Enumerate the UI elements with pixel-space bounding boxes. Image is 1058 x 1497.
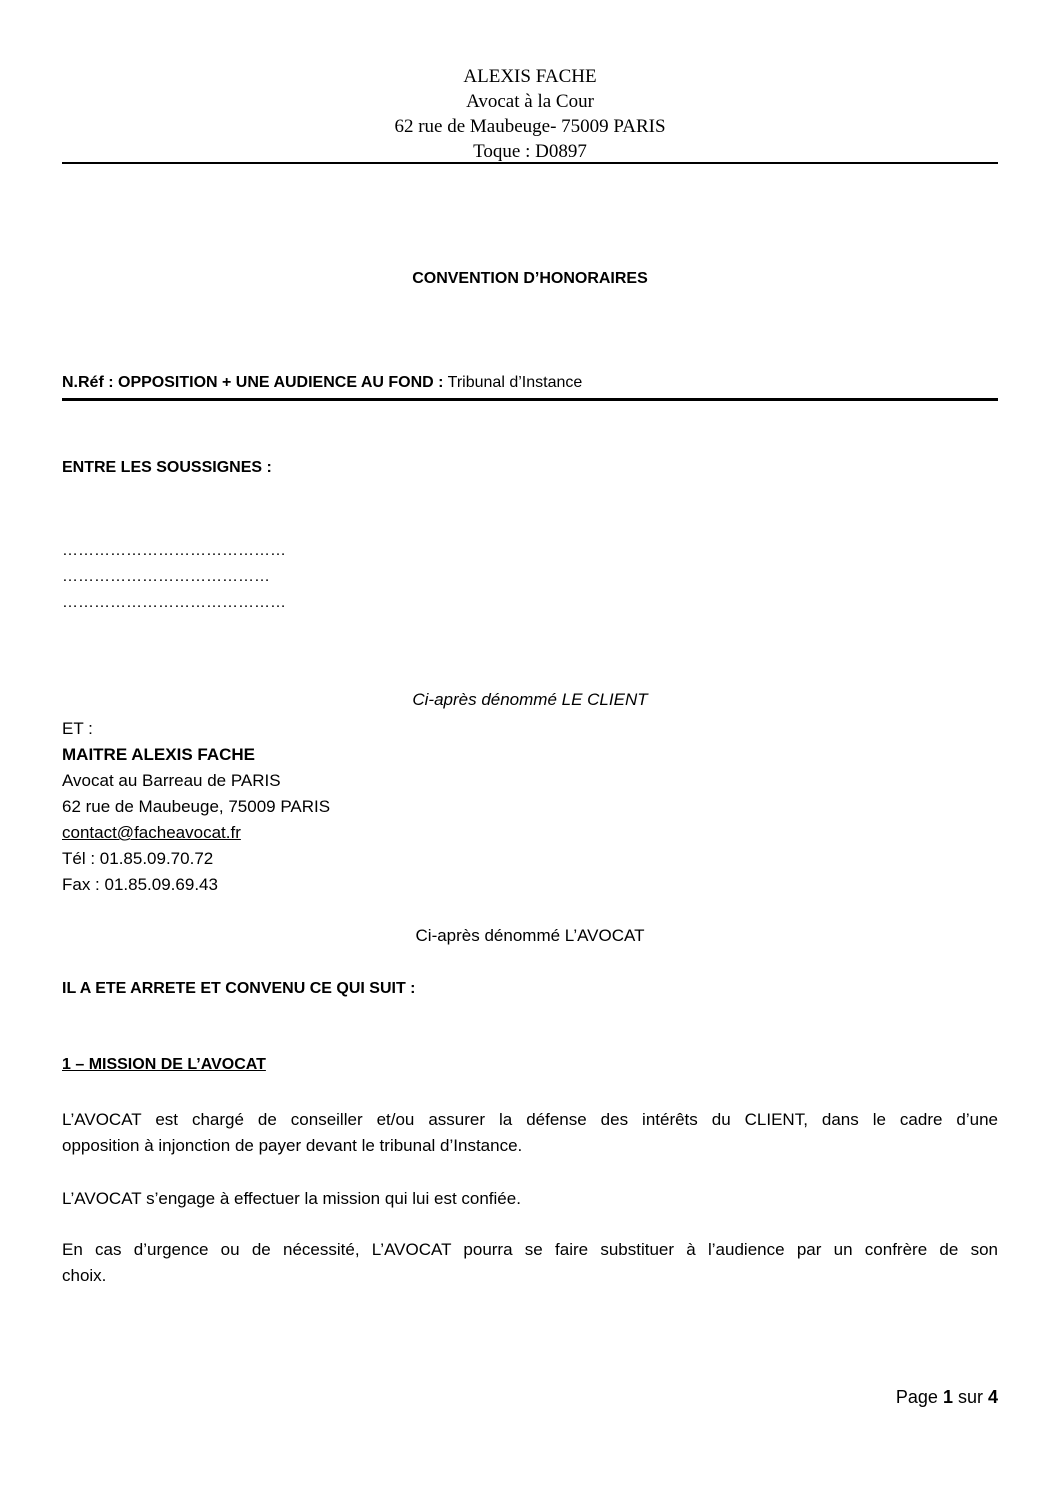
- client-placeholder: [62, 538, 286, 616]
- client-designation: Ci-après dénommé LE CLIENT: [412, 690, 648, 709]
- mission-paragraph-1: [62, 1107, 998, 1159]
- mission-p3-line1: En cas d’urgence ou de nécessité, L’AVOCAT pourra se faire substituer à l’audience par un confrère de son: [62, 1240, 998, 1259]
- mission-p3-line2: choix.: [62, 1266, 107, 1285]
- letterhead-address: 62 rue de Maubeuge- 75009 PARIS: [394, 116, 666, 137]
- letterhead-name: ALEXIS FACHE: [463, 66, 597, 87]
- mission-paragraph-2: L’AVOCAT s’engage à effectuer la mission qui lui est confiée.: [62, 1189, 521, 1208]
- lawyer-fax: Fax : 01.85.09.69.43: [62, 875, 218, 894]
- client-dots-line: …………………………………: [62, 568, 270, 585]
- letterhead-toque: Toque : D0897: [473, 141, 587, 162]
- et-label: ET :: [62, 719, 93, 738]
- parties-heading: ENTRE LES SOUSSIGNES :: [62, 459, 272, 476]
- client-dots-line: ……………………………………: [62, 594, 286, 611]
- lawyer-phone: Tél : 01.85.09.70.72: [62, 849, 214, 868]
- reference-label: N.Réf : OPPOSITION + UNE AUDIENCE AU FOND :: [62, 374, 444, 391]
- page-total: 4: [987, 1387, 998, 1407]
- document-title: CONVENTION D’HONORAIRES: [412, 270, 648, 287]
- letterhead: [62, 64, 998, 164]
- lawyer-email-link[interactable]: contact@facheavocat.fr: [62, 823, 241, 842]
- lawyer-bar: Avocat au Barreau de PARIS: [62, 771, 281, 790]
- agreed-heading: IL A ETE ARRETE ET CONVENU CE QUI SUIT :: [62, 980, 416, 997]
- letterhead-title: Avocat à la Cour: [466, 91, 594, 112]
- mission-paragraph-3: [62, 1237, 998, 1289]
- avocat-designation: Ci-après dénommé L’AVOCAT: [415, 926, 645, 945]
- lawyer-address: 62 rue de Maubeuge, 75009 PARIS: [62, 797, 331, 816]
- mission-p1-line2: opposition à injonction de payer devant le tribunal d’Instance.: [62, 1136, 523, 1155]
- lawyer-name: MAITRE ALEXIS FACHE: [62, 745, 255, 764]
- page-prefix: Page: [895, 1387, 943, 1407]
- letterhead-divider: [62, 162, 998, 164]
- reference-divider: [62, 398, 998, 401]
- reference-line: [62, 374, 582, 392]
- reference-court: Tribunal d’Instance: [443, 374, 583, 391]
- page-current: 1: [942, 1387, 953, 1407]
- page-mid: sur: [952, 1387, 988, 1407]
- client-dots-line: ……………………………………: [62, 542, 286, 559]
- page-number: [830, 1387, 998, 1408]
- mission-p1-line1: L’AVOCAT est chargé de conseiller et/ou assurer la défense des intérêts du CLIENT, dans le cadre d’une: [62, 1110, 998, 1129]
- section-heading-mission: 1 – MISSION DE L’AVOCAT: [62, 1056, 266, 1073]
- lawyer-block: [62, 716, 330, 898]
